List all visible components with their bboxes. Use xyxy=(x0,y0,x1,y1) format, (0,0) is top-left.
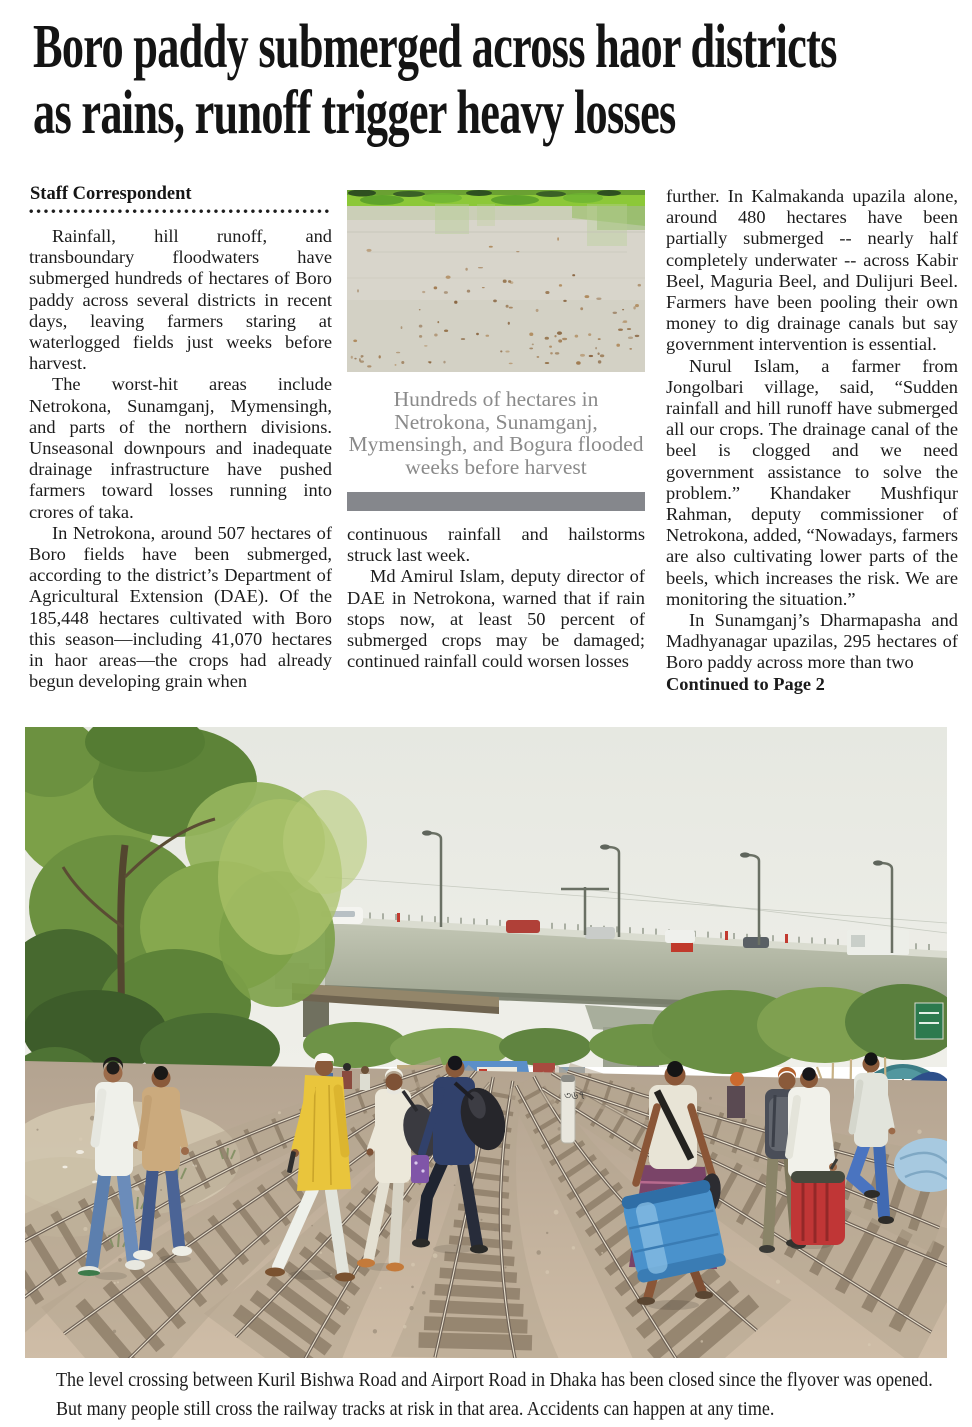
article-headline xyxy=(33,14,972,164)
bottom-caption-line-2: But many people still cross the railway tracks at risk in that area. Accidents can happen at any time. xyxy=(56,1398,775,1420)
byline-dotted-rule xyxy=(29,209,332,214)
section-divider-bar xyxy=(347,492,645,511)
headline-line-1: Boro paddy submerged across haor districts xyxy=(33,13,837,81)
inline-photo-caption: Hundreds of hectares in Netrokona, Sunamganj, Mymensingh, and Bogura flooded weeks before harvest xyxy=(348,387,644,479)
headline-line-2: as rains, runoff trigger heavy losses xyxy=(33,79,676,147)
article-paragraph: Md Amirul Islam, deputy director of DAE in Netrokona, warned that if rain stops now, at least 50 percent of submerged crops may be damaged; continued rainfall could worsen losses xyxy=(347,566,645,672)
flooded-field-photo xyxy=(347,190,645,372)
green-field-strip xyxy=(347,190,645,206)
article-paragraph: In Netrokona, around 507 hectares of Boro fields have been submerged, according to the district’s Department of Agricultural Extension (DAE). Of the 185,448 hectares cultivated with Boro this season—including 41,070 hectares in haor areas—the crops had already begun developing grain when xyxy=(29,522,332,692)
column-3 xyxy=(666,186,958,695)
article-paragraph: Rainfall, hill runoff, and transboundary floodwaters have submerged hundreds of hectares of Boro paddy across several districts in recent days, leaving farmers staring at waterlogged fields just weeks before harvest. xyxy=(29,226,332,374)
bottom-caption-line-1: The level crossing between Kuril Bishwa Road and Airport Road in Dhaka has been closed since the flyover was opened. xyxy=(56,1369,933,1391)
article-paragraph: Nurul Islam, a farmer from Jongolbari village, said, “Sudden rainfall and hill runoff have submerged all our crops. The drainage canal of the beel is clogged and we need government assistance to solve the problem.” Khandaker Mushfiqur Rahman, deputy commissioner of Netrokona, added, “Nowadays, farmers are also cultivating lower parts of the beels, which increases the risk. We are monitoring the situation.” xyxy=(666,355,958,609)
column-1 xyxy=(29,226,332,692)
article-paragraph: continuous rainfall and hailstorms struck last week. xyxy=(347,524,645,566)
article-paragraph: In Sunamganj’s Dharmapasha and Madhyanagar upazilas, 295 hectares of Boro paddy across more than two xyxy=(666,610,958,673)
continued-to-page-note: Continued to Page 2 xyxy=(666,673,825,694)
byline: Staff Correspondent xyxy=(30,184,192,204)
railway-crossing-photo xyxy=(25,727,947,1358)
article-paragraph: further. In Kalmakanda upazila alone, around 480 hectares have been partially submerged -- nearly half completely underwater -- across Kabir Beel, Maguria Beel, and Dulijuri Beel. Farmers have been pooling their own money to dig drainage canals but say government intervention is essential. xyxy=(666,186,958,355)
green-road-sign xyxy=(915,1003,943,1039)
red-suitcase xyxy=(791,1159,845,1245)
column-2 xyxy=(347,190,645,672)
article-paragraph: The worst-hit areas include Netrokona, Sunamganj, Mymensingh, and parts of the northern divisions. Unseasonal downpours and inadequate drainage infrastructure have pushed farmers toward losses running into crores of taka. xyxy=(29,374,332,522)
blue-barrel xyxy=(621,1179,727,1284)
kilometer-post-text: ৩৬৭ xyxy=(564,1090,586,1102)
bottom-photo-caption xyxy=(56,1366,961,1424)
